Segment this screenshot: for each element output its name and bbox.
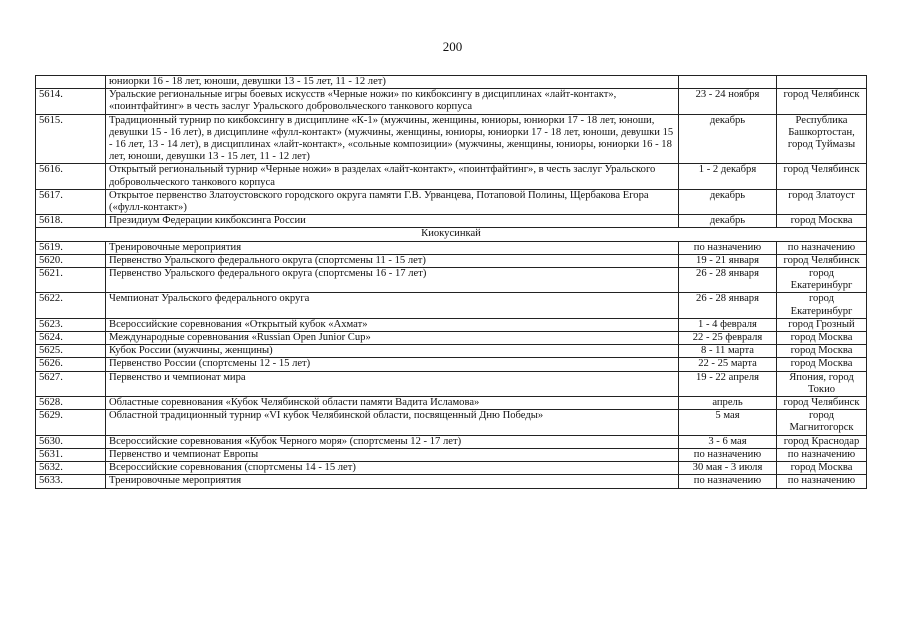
event-date: декабрь <box>679 114 777 164</box>
event-date: декабрь <box>679 189 777 214</box>
table-row <box>36 435 867 448</box>
event-place: город Челябинск <box>777 397 867 410</box>
event-place: Япония, город Токио <box>777 371 867 396</box>
table-row <box>36 189 867 214</box>
table-row <box>36 164 867 189</box>
section-title: Киокусинкай <box>36 228 867 241</box>
event-description: Международные соревнования «Russian Open Junior Cup» <box>106 332 679 345</box>
event-date: 5 мая <box>679 410 777 435</box>
event-date: 8 - 11 марта <box>679 345 777 358</box>
event-date: 26 - 28 января <box>679 268 777 293</box>
table-row <box>36 397 867 410</box>
event-description: Всероссийские соревнования «Кубок Черного моря» (спортсмены 12 - 17 лет) <box>106 435 679 448</box>
event-description: Открытый региональный турнир «Черные ножи» в разделах «лайт-контакт», «поинтфайтинг», в честь заслуг Уральского добровольческого танкового корпуса <box>106 164 679 189</box>
event-number: 5632. <box>36 462 106 475</box>
event-place: город Челябинск <box>777 164 867 189</box>
event-place: город Москва <box>777 345 867 358</box>
event-place: город Краснодар <box>777 435 867 448</box>
event-description: Областной традиционный турнир «VI кубок Челябинской области, посвященный Дню Победы» <box>106 410 679 435</box>
event-place: город Екатеринбург <box>777 268 867 293</box>
table-row <box>36 215 867 228</box>
event-number: 5626. <box>36 358 106 371</box>
event-place: город Челябинск <box>777 89 867 114</box>
table-row <box>36 76 867 89</box>
event-number: 5616. <box>36 164 106 189</box>
event-date: по назначению <box>679 241 777 254</box>
event-description: Открытое первенство Златоустовского городского округа памяти Г.В. Урванцева, Потаповой Полины, Щербакова Егора («фулл-контакт») <box>106 189 679 214</box>
table-row <box>36 345 867 358</box>
event-date: 19 - 21 января <box>679 254 777 267</box>
page-number: 200 <box>442 39 463 54</box>
event-date: 1 - 4 февраля <box>679 318 777 331</box>
event-description: Всероссийские соревнования (спортсмены 14 - 15 лет) <box>106 462 679 475</box>
event-date: 3 - 6 мая <box>679 435 777 448</box>
event-number: 5620. <box>36 254 106 267</box>
event-description: Чемпионат Уральского федерального округа <box>106 293 679 318</box>
table-row <box>36 241 867 254</box>
event-number: 5629. <box>36 410 106 435</box>
table-row <box>36 410 867 435</box>
event-date: 22 - 25 марта <box>679 358 777 371</box>
event-date: по назначению <box>679 475 777 488</box>
event-number: 5621. <box>36 268 106 293</box>
event-number: 5618. <box>36 215 106 228</box>
event-date: по назначению <box>679 448 777 461</box>
event-description: Тренировочные мероприятия <box>106 475 679 488</box>
event-description: Президиум Федерации кикбоксинга России <box>106 215 679 228</box>
event-place: город Грозный <box>777 318 867 331</box>
event-place: город Москва <box>777 462 867 475</box>
event-place: по назначению <box>777 448 867 461</box>
event-place: город Москва <box>777 215 867 228</box>
table-row <box>36 268 867 293</box>
event-date: 22 - 25 февраля <box>679 332 777 345</box>
event-place: город Екатеринбург <box>777 293 867 318</box>
table-row <box>36 371 867 396</box>
table-row <box>36 332 867 345</box>
table-row <box>36 293 867 318</box>
event-description: Кубок России (мужчины, женщины) <box>106 345 679 358</box>
event-number: 5617. <box>36 189 106 214</box>
event-description: Первенство Уральского федерального округа (спортсмены 11 - 15 лет) <box>106 254 679 267</box>
table-row <box>36 448 867 461</box>
event-date: декабрь <box>679 215 777 228</box>
event-description: Первенство и чемпионат мира <box>106 371 679 396</box>
event-place: город Москва <box>777 358 867 371</box>
event-number: 5622. <box>36 293 106 318</box>
event-number: 5625. <box>36 345 106 358</box>
event-description: Областные соревнования «Кубок Челябинской области памяти Вадита Исламова» <box>106 397 679 410</box>
event-date: 19 - 22 апреля <box>679 371 777 396</box>
events-table-body <box>36 76 867 489</box>
event-description: юниорки 16 - 18 лет, юноши, девушки 13 - 15 лет, 11 - 12 лет) <box>106 76 679 89</box>
table-row <box>36 462 867 475</box>
event-number <box>36 76 106 89</box>
event-number: 5624. <box>36 332 106 345</box>
event-number: 5633. <box>36 475 106 488</box>
table-row <box>36 114 867 164</box>
table-row <box>36 89 867 114</box>
event-description: Уральские региональные игры боевых искусств «Черные ножи» по кикбоксингу в дисциплинах «лайт-контакт», «поинтфайтинг» в честь заслуг Уральского добровольческого танкового корпуса <box>106 89 679 114</box>
table-row <box>36 254 867 267</box>
event-date <box>679 76 777 89</box>
event-description: Первенство России (спортсмены 12 - 15 лет) <box>106 358 679 371</box>
events-table <box>35 75 867 489</box>
event-date: 23 - 24 ноября <box>679 89 777 114</box>
section-header-row <box>36 228 867 241</box>
event-number: 5614. <box>36 89 106 114</box>
event-place: город Москва <box>777 332 867 345</box>
event-number: 5615. <box>36 114 106 164</box>
event-date: 30 мая - 3 июля <box>679 462 777 475</box>
table-row <box>36 475 867 488</box>
event-place: город Златоуст <box>777 189 867 214</box>
event-place <box>777 76 867 89</box>
event-date: апрель <box>679 397 777 410</box>
event-description: Первенство и чемпионат Европы <box>106 448 679 461</box>
event-date: 1 - 2 декабря <box>679 164 777 189</box>
event-description: Традиционный турнир по кикбоксингу в дисциплине «К-1» (мужчины, женщины, юниоры, юниорки 17 - 18 лет, юноши, девушки 15 - 16 лет), в дисциплине «фулл-контакт» (мужчины, женщины, юниоры, юниорки 17 - 18 лет, юноши, девушки 15 - 16 лет, 13 - 14 лет), в дисциплинах «лайт-контакт», «сольные композиции» (мужчины, женщины, юниоры, юниорки 16 - 18 лет, юноши, девушки 13 - 15 лет, 11 - 12 лет) <box>106 114 679 164</box>
event-number: 5628. <box>36 397 106 410</box>
event-place: по назначению <box>777 241 867 254</box>
event-place: Республика Башкортостан, город Туймазы <box>777 114 867 164</box>
event-description: Тренировочные мероприятия <box>106 241 679 254</box>
event-number: 5631. <box>36 448 106 461</box>
table-row <box>36 358 867 371</box>
event-number: 5623. <box>36 318 106 331</box>
event-number: 5619. <box>36 241 106 254</box>
table-row <box>36 318 867 331</box>
event-number: 5630. <box>36 435 106 448</box>
event-place: город Магнитогорск <box>777 410 867 435</box>
event-place: по назначению <box>777 475 867 488</box>
event-description: Всероссийские соревнования «Открытый кубок «Ахмат» <box>106 318 679 331</box>
event-date: 26 - 28 января <box>679 293 777 318</box>
event-place: город Челябинск <box>777 254 867 267</box>
event-description: Первенство Уральского федерального округа (спортсмены 16 - 17 лет) <box>106 268 679 293</box>
event-number: 5627. <box>36 371 106 396</box>
